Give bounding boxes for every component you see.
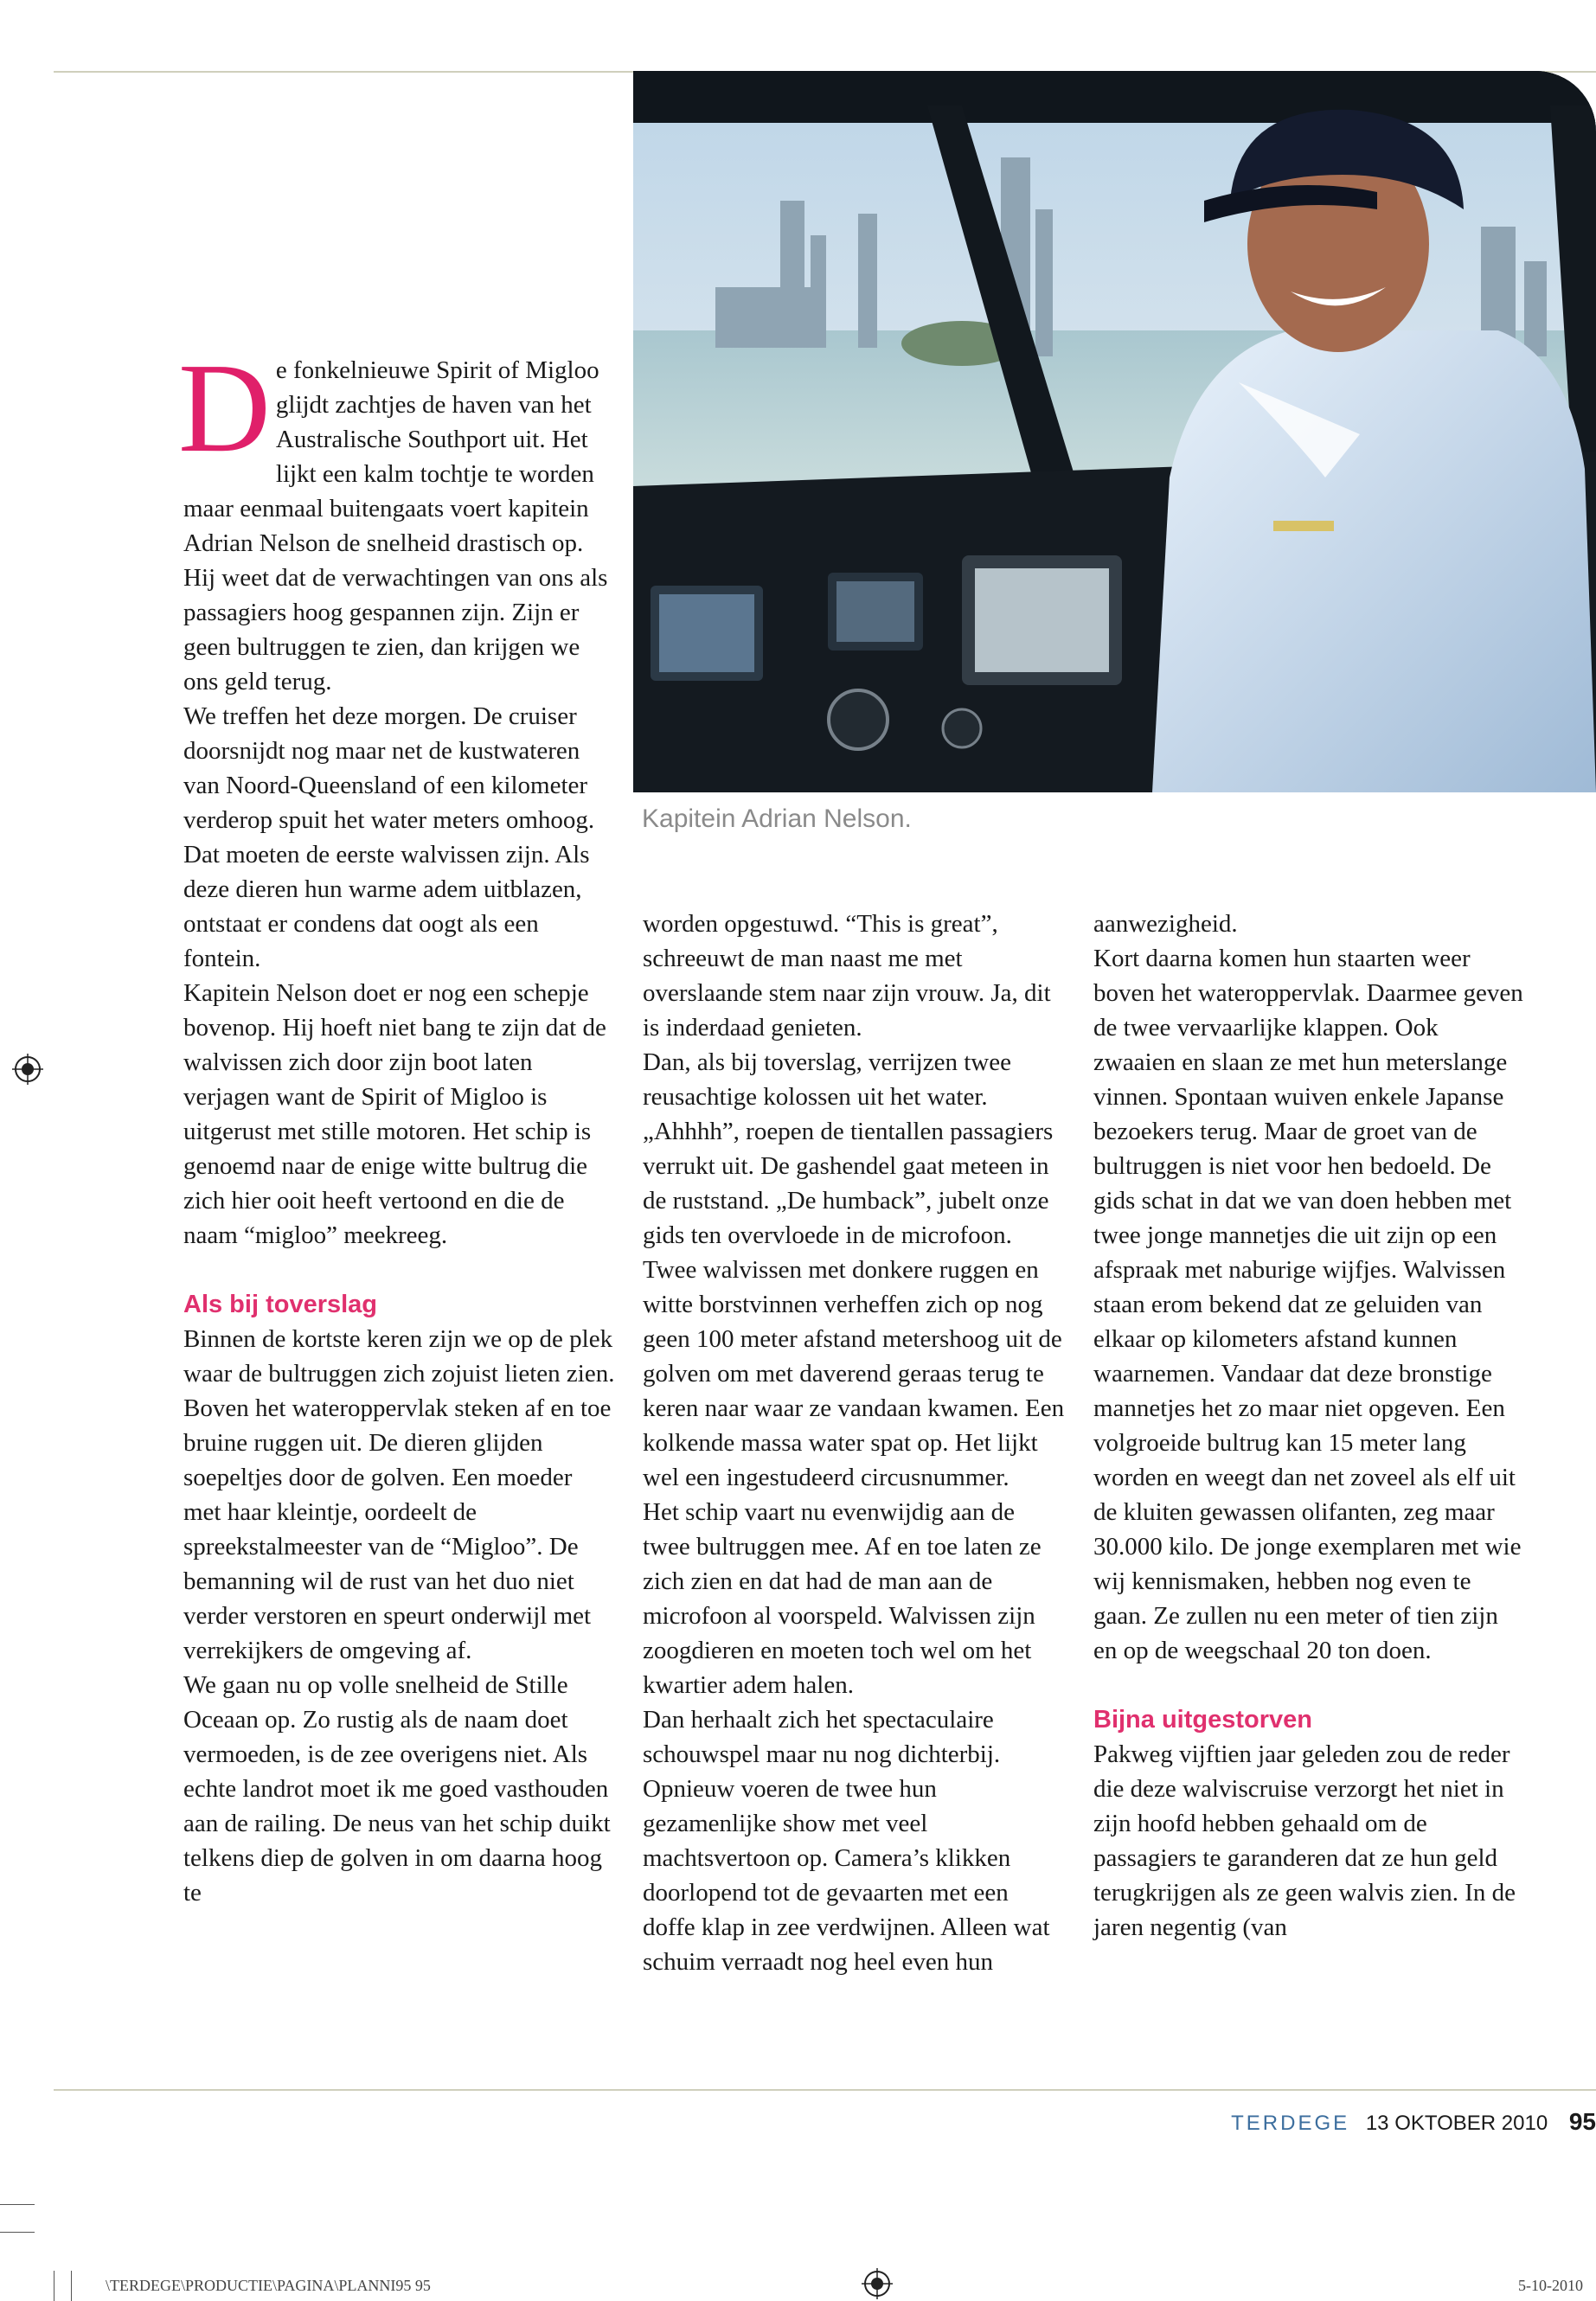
page-folio	[1231, 2108, 1596, 2136]
paragraph: Dan herhaalt zich het spectaculaire schouwspel maar nu nog dichterbij. Opnieuw voeren de twee hun gezamenlijke show met veel machtsvertoon op. Camera’s klikken doorlopend tot de gevaarten met een doffe klap in zee verdwijnen. Alleen wat schuim verraadt nog heel even hun	[643, 1706, 1050, 1976]
article-column-3	[1093, 907, 1526, 1945]
subheading: Bijna uitgestorven	[1093, 1706, 1312, 1734]
paragraph: Kapitein Nelson doet er nog een schepje bovenop. Hij hoeft niet bang te zijn dat de walvissen zich door zijn boot laten verjagen want de Spirit of Migloo is uitgerust met stille motoren. Het schip is genoemd naar de enige witte bultrug die zich hier ooit heeft vertoond en die de naam “migloo” meekreeg.	[183, 979, 606, 1249]
registration-mark-icon	[862, 2268, 893, 2299]
photo-caption: Kapitein Adrian Nelson.	[642, 804, 912, 833]
crop-mark	[71, 2271, 72, 2301]
registration-mark-icon	[12, 1054, 43, 1085]
crop-mark	[0, 2232, 35, 2233]
issue-date: 13 OKTOBER 2010	[1365, 2112, 1548, 2135]
crop-mark	[0, 2204, 35, 2205]
subheading: Als bij toverslag	[183, 1291, 378, 1318]
paragraph: We gaan nu op volle snelheid de Stille Oceaan op. Zo rustig als de naam doet vermoeden, is de zee overigens niet. Als echte landrot moet ik me goed vasthouden aan de railing. De neus van het schip duikt telkens diep de golven in om daarna hoog te	[183, 1671, 611, 1907]
page-number: 95	[1568, 2108, 1596, 2135]
paragraph: Kort daarna komen hun staarten weer boven het wateroppervlak. Daarmee geven de twee vervaarlijke klappen. Ook zwaaien en slaan ze met hun meterslange vinnen. Spontaan wuiven enkele Japanse bezoekers terug. Maar de groet van de bultruggen is niet voor hen bedoeld. De gids schat in dat we van doen hebben met twee jonge mannetjes die uit zijn op een afspraak met naburige wijfjes. Walvissen staan erom bekend dat ze geluiden van elkaar op kilometers afstand kunnen waarnemen. Vandaar dat deze bronstige mannetjes het zo maar niet opgeven. Een volgroeide bultrug kan 15 meter lang worden en weegt dan net zoveel als elf uit de kluiten gewassen olifanten, zeg maar 30.000 kilo. De jonge exemplaren met wie wij kennismaken, hebben nog even te gaan. Ze zullen nu een meter of tien zijn en op de weegschaal 20 ton doen.	[1093, 945, 1523, 1664]
magazine-name: TERDEGE	[1231, 2112, 1350, 2135]
article-column-2	[643, 907, 1067, 1979]
paragraph: aanwezigheid.	[1093, 910, 1238, 938]
paragraph: Binnen de kortste keren zijn we op de plek waar de bultruggen zich zojuist lieten zien. Boven het wateroppervlak steken af en toe bruine ruggen uit. De dieren glijden soepeltjes door de golven. Een moeder met haar kleintje, oordeelt de spreekstalmeester van de “Migloo”. De bemanning wil de rust van het duo niet verder verstoren en speurt onderwijl met verrekijkers de omgeving af.	[183, 1325, 615, 1664]
drop-cap: D	[178, 337, 271, 479]
print-date: 5-10-2010	[1518, 2277, 1583, 2294]
paragraph: worden opgestuwd. “This is great”, schreeuwt de man naast me met overslaande stem naar zijn vrouw. Ja, dit is inderdaad genieten.	[643, 910, 1051, 1042]
paragraph: We treffen het deze morgen. De cruiser doorsnijdt nog maar net de kustwateren van Noord-Queensland of een kilometer verderop spuit het water meters omhoog. Dat moeten de eerste walvissen zijn. Als deze dieren hun warme adem uitblazen, ontstaat er condens dat oogt als een fontein.	[183, 702, 595, 972]
paragraph: Pakweg vijftien jaar geleden zou de reder die deze walviscruise verzorgt het niet in zijn hoofd hebben gehaald om de passagiers te garanderen dat ze hun geld terugkrijgen als ze geen walvis zien. In de jaren negentig (van	[1093, 1740, 1516, 1941]
paragraph: Het schip vaart nu evenwijdig aan de twee bultruggen mee. Af en toe laten ze zich zien en dat had de man aan de microfoon al voorspeld. Walvissen zijn zoogdieren en moeten toch wel om het kwartier adem halen.	[643, 1498, 1042, 1699]
paragraph: Dan, als bij toverslag, verrijzen twee reusachtige kolossen uit het water. „Ahhhh”, roepen de tientallen passagiers verrukt uit. De gashendel gaat meteen in de ruststand. „De humback”, jubelt onze gids ten overvloede in de microfoon. Twee walvissen met donkere ruggen en witte borstvinnen verheffen zich op nog geen 100 meter afstand metershoog uit de golven om met daverend geraas terug te keren naar waar ze vandaan kwamen. Een kolkende massa water spat op. Het lijkt wel een ingestudeerd circusnummer.	[643, 1048, 1065, 1491]
captain-photo	[633, 71, 1596, 792]
production-slug: \TERDEGE\PRODUCTIE\PAGINA\PLANNI95 95	[106, 2277, 431, 2294]
paragraph: e fonkelnieuwe Spirit of Migloo glijdt zachtjes de haven van het Australische Southport uit. Het lijkt een kalm tochtje te worden maar eenmaal buitengaats voert kapitein Adrian Nelson de snelheid drastisch op. Hij weet dat de verwachtingen van ons als passagiers hoog gespannen zijn. Zijn er geen bultruggen te zien, dan krijgen we ons geld terug.	[183, 356, 608, 695]
article-column-1	[178, 337, 616, 1910]
bottom-rule	[54, 2089, 1596, 2091]
